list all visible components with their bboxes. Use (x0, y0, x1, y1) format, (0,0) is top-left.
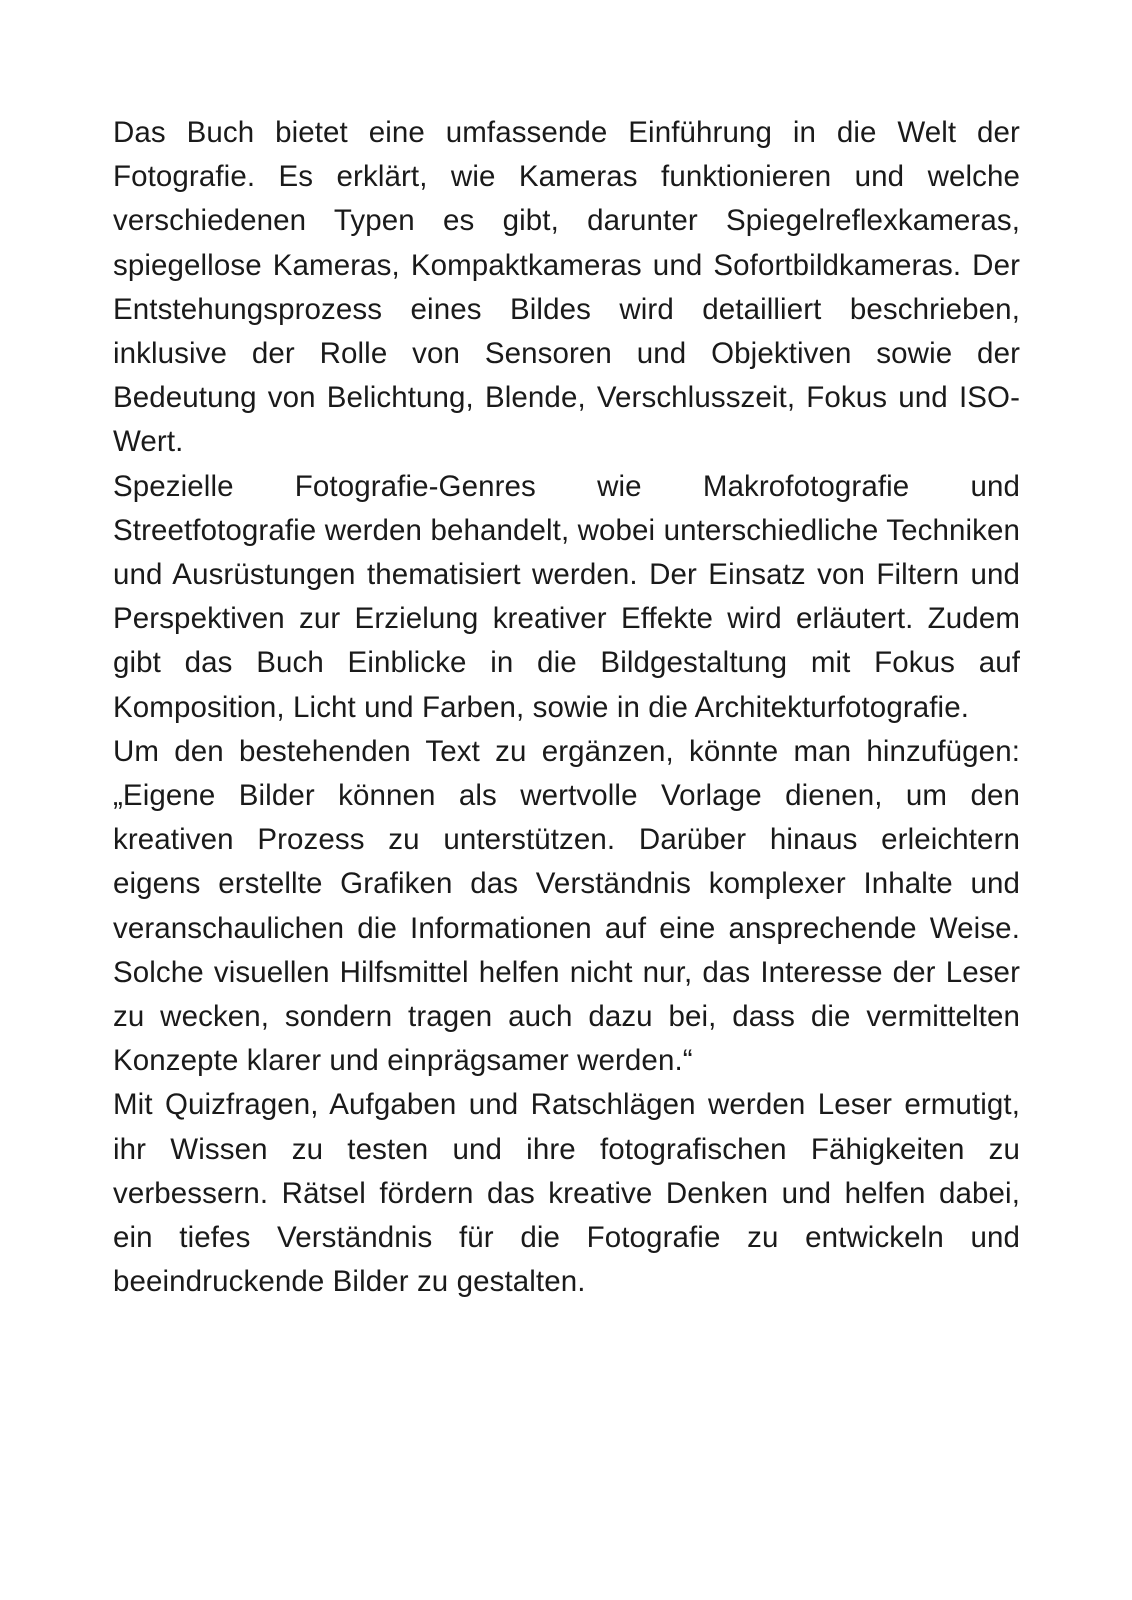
body-text (113, 111, 1020, 1304)
paragraph-camera-basics: Das Buch bietet eine umfassende Einführung in die Welt der Fotografie. Es erklärt, wie Kameras funktionieren und welche verschiedenen Typen es gibt, darunter Spiegelreflexkameras, spiegellose Kameras, Kompaktkameras und Sofortbildkameras. Der Entstehungsprozess eines Bildes wird detailliert beschrieben, inklusive der Rolle von Sensoren und Objektiven sowie der Bedeutung von Belichtung, Blende, Verschlusszeit, Fokus und ISO-Wert. (113, 116, 1020, 459)
paragraph-photography-genres: Spezielle Fotografie-Genres wie Makrofotografie und Streetfotografie werden behandelt, wobei unterschiedliche Techniken und Ausrüstungen thematisiert werden. Der Einsatz von Filtern und Perspektiven zur Erzielung kreativer Effekte wird erläutert. Zudem gibt das Buch Einblicke in die Bildgestaltung mit Fokus auf Komposition, Licht und Farben, sowie in die Architekturfotografie. (113, 469, 1020, 724)
paragraph-own-images-quote: Um den bestehenden Text zu ergänzen, könnte man hinzufügen: „Eigene Bilder können als wertvolle Vorlage dienen, um den kreativen Prozess zu unterstützen. Darüber hinaus erleichtern eigens erstellte Grafiken das Verständnis komplexer Inhalte und veranschaulichen die Informationen auf eine ansprechende Weise. Solche visuellen Hilfsmittel helfen nicht nur, das Interesse der Leser zu wecken, sondern tragen auch dazu bei, dass die vermittelten Konzepte klarer und einprägsamer werden.“ (113, 734, 1020, 1078)
paragraph-quizzes-exercises: Mit Quizfragen, Aufgaben und Ratschlägen werden Leser ermutigt, ihr Wissen zu testen und ihre fotografischen Fähigkeiten zu verbessern. Rätsel fördern das kreative Denken und helfen dabei, ein tiefes Verständnis für die Fotografie zu entwickeln und beeindruckende Bilder zu gestalten. (113, 1088, 1020, 1299)
